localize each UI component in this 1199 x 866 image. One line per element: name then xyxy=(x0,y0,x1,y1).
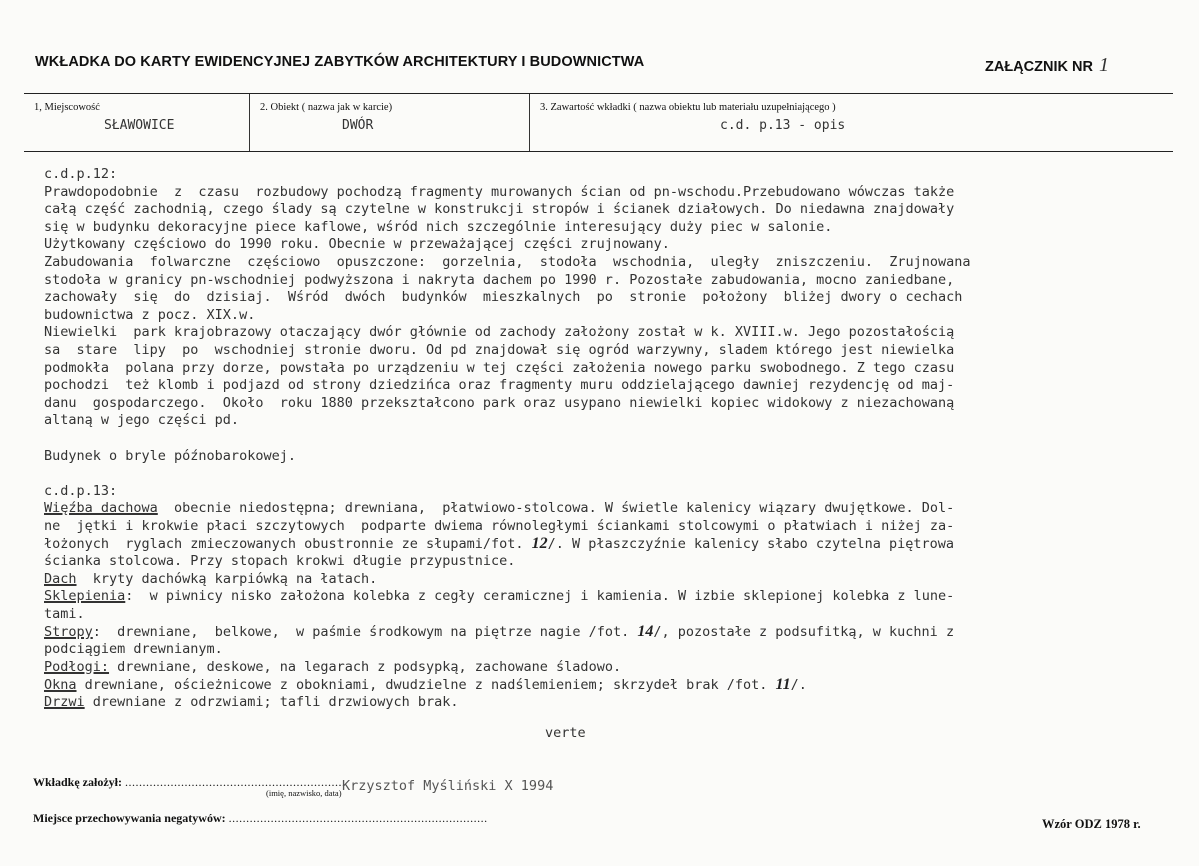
text-line: pochodzi też klomb i podjazd od strony dziedzińca oraz fragmenty muru oddzielającego dawniej rezydencję od maj- xyxy=(44,377,955,394)
windows-text: drewniane, ościeżnicowe z obokniami, dwudzielne z nadślemieniem; skrzydeł brak /fot. xyxy=(76,677,776,694)
text-line: podmokła polana przy dorze, powstała po urządzeniu w tej części założenia nowego parku swobodnego. Z tego czasu xyxy=(44,359,955,376)
ceilings-text: : drewniane, belkowe, w paśmie środkowym na piętrze nagie /fot. xyxy=(92,624,638,641)
locality-cell xyxy=(24,94,249,151)
negatives-dots: .......................................................................... xyxy=(228,811,488,825)
object-label: 2. Obiekt ( nazwa jak w karcie) xyxy=(260,102,393,113)
text-line: ne jętki i krokwie płaci szczytowych podparte dwiema równoległymi ściankami stolcowymi o płatwiach i niżej za- xyxy=(44,517,955,534)
text-line: Niewielki park krajobrazowy otaczający dwór głównie od zachody założony został w k. XVIII.w. Jego pozostałością xyxy=(44,324,955,341)
vaults-term: Sklepienia xyxy=(44,588,126,605)
author-sublabel: (imię, nazwisko, data) xyxy=(266,788,342,798)
doors-text: drewniane z odrzwiami; tafli drzwiowych brak. xyxy=(84,693,459,710)
text-line: sa stare lipy po wschodniej stronie dworu. Od pd znajdował się ogród warzywny, sladem którego jest niewielka xyxy=(44,341,955,358)
annex-label-text: ZAŁĄCZNIK NR xyxy=(985,59,1093,75)
document-title: WKŁADKA DO KARTY EWIDENCYJNEJ ZABYTKÓW ARCHITEKTURY I BUDOWNICTWA xyxy=(35,54,645,70)
content-label: 3. Zawartość wkładki ( nazwa obiektu lub materiału uzupełniającego ) xyxy=(540,102,836,113)
roof-term: Dach xyxy=(44,570,77,587)
form-reference: Wzór ODZ 1978 r. xyxy=(1042,817,1141,831)
ceilings-term: Stropy xyxy=(44,624,93,641)
blank-line xyxy=(44,465,1192,483)
section13-heading: c.d.p.13: xyxy=(44,482,118,499)
floors-text: drewniane, deskowe, na legarach z podsypką, zachowane śladowo. xyxy=(109,658,622,675)
description-body xyxy=(44,166,1192,711)
text-line: budownictwa z pocz. XIX.w. xyxy=(44,306,256,323)
roof-line xyxy=(44,571,1192,589)
section12-heading: c.d.p.12: xyxy=(44,166,118,182)
floors-line xyxy=(44,659,1192,677)
locality-value: SŁAWOWICE xyxy=(104,118,175,133)
locality-label: 1, Miejscowość xyxy=(34,102,100,113)
vaults-text: : w piwnicy nisko założona kolebka z cegły ceramicznej i kamienia. W izbie sklepionej kolebka z lune- xyxy=(125,588,955,605)
negatives-field xyxy=(33,811,488,826)
style-note: Budynek o bryle późnobarokowej. xyxy=(44,447,296,464)
object-cell xyxy=(249,94,529,151)
text-line: ścianka stolcowa. Przy stopach krokwi długie przypustnice. xyxy=(44,553,516,570)
author-label: Wkładkę założył: xyxy=(33,775,122,789)
photo-number: 14 xyxy=(637,623,654,641)
text-line: się w budynku dekoracyjne piece kaflowe, wśród nich szczególnie interesujący duży piec w salonie. xyxy=(44,218,833,235)
doors-term: Drzwi xyxy=(44,693,85,710)
roof-truss-text: /. W płaszczyźnie kalenicy słabo czytelna piętrowa xyxy=(547,536,955,553)
text-line: stodoła w granicy pn-wschodniej podwyższona i nakryta dachem po 1990 r. Pozostałe zabudowania, mocno zaniedbane, xyxy=(44,271,955,288)
text-line: tami. xyxy=(44,605,85,622)
text-line: danu gospodarczego. Około roku 1880 przekształcono park oraz usypano niewielki kopiec widokowy z niezachowaną xyxy=(44,394,955,411)
annex-number: 1 xyxy=(1098,54,1109,76)
doors-line xyxy=(44,694,1192,712)
vaults-line xyxy=(44,588,1192,606)
text-line xyxy=(44,535,1192,553)
text-line: Użytkowany częściowo do 1990 roku. Obecnie w przeważającej części zrujnowany. xyxy=(44,236,670,253)
floors-term: Podłogi: xyxy=(44,658,110,675)
windows-text: /. xyxy=(790,677,807,694)
text-line: podciągiem drewnianym. xyxy=(44,641,223,658)
negatives-label: Miejsce przechowywania negatywów: xyxy=(33,811,226,825)
header-fields-table xyxy=(24,93,1173,152)
object-value: DWÓR xyxy=(342,118,374,133)
author-dots: ............................................................... xyxy=(125,775,346,789)
text-line: Prawdopodobnie z czasu rozbudowy pochodzą fragmenty murowanych ścian od pn-wschodu.Przebudowano wówczas także xyxy=(44,183,955,200)
photo-number: 12 xyxy=(531,535,548,553)
content-value: c.d. p.13 - opis xyxy=(720,118,846,133)
text-line: całą część zachodnią, czego ślady są czytelne w konstrukcji stropów i ścianek działowych. Do niedawna znajdowały xyxy=(44,201,955,218)
text-line: Zabudowania folwarczne częściowo opuszczone: gorzelnia, stodoła wschodnia, uległy zniszczeniu. Zrujnowana xyxy=(44,253,971,270)
verte-note: verte xyxy=(545,725,586,741)
roof-truss-text: obecnie niedostępna; drewniana, płatwiowo-stolcowa. W świetle kalenicy wiązary dwujętkowe. Dol- xyxy=(157,500,955,517)
annex-label xyxy=(985,54,1109,77)
roof-text: kryty dachówką karpiówką na łatach. xyxy=(76,570,378,587)
roof-truss-line xyxy=(44,500,1192,518)
ceilings-line xyxy=(44,623,1192,641)
roof-truss-term: Więźba dachowa xyxy=(44,500,158,517)
roof-truss-text: łożonych ryglach zmieczowanych obustronnie ze słupami/fot. xyxy=(44,536,532,553)
blank-line xyxy=(44,430,1192,448)
text-line: altaną w jego części pd. xyxy=(44,412,240,429)
content-cell xyxy=(529,94,1173,151)
photo-number: 11 xyxy=(775,676,791,694)
windows-term: Okna xyxy=(44,677,77,694)
ceilings-text: /, pozostałe z podsufitką, w kuchni z xyxy=(653,624,955,641)
text-line: zachowały się do dzisiaj. Wśród dwóch budynków mieszkalnych po stronie położony bliżej dwory o cechach xyxy=(44,289,963,306)
windows-line xyxy=(44,676,1192,694)
author-value: Krzysztof Myśliński X 1994 xyxy=(342,778,554,794)
